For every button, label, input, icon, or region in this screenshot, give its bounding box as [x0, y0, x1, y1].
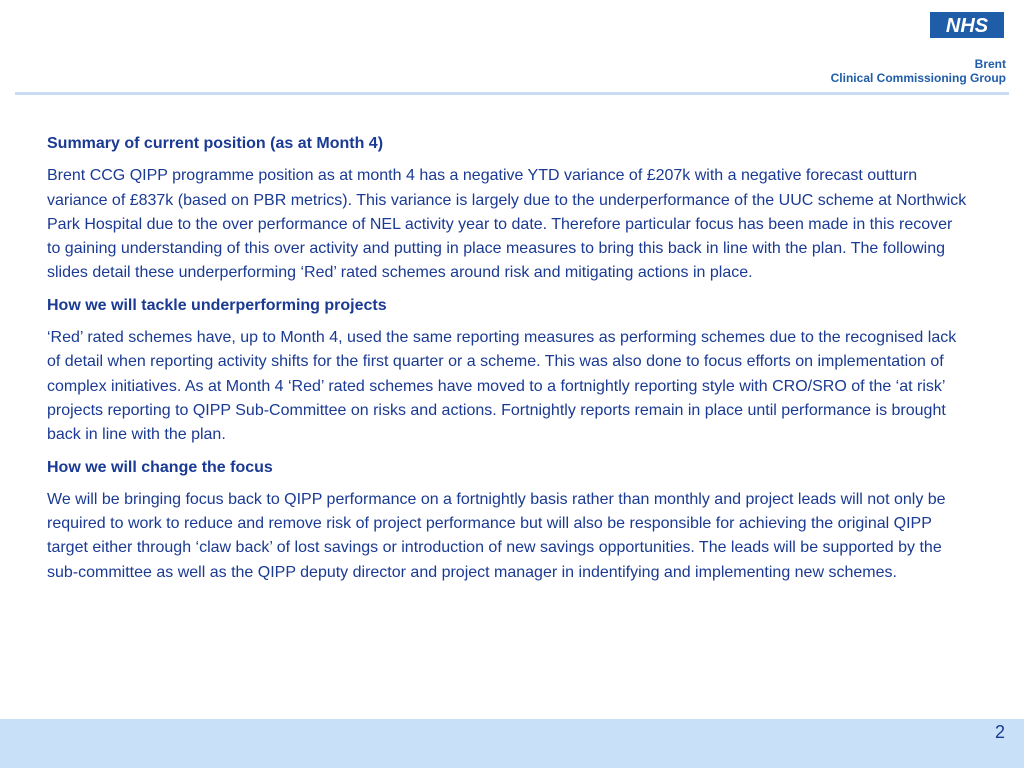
section-body-tackle: ‘Red’ rated schemes have, up to Month 4, used the same reporting measures as performing schemes due to the recognised lack of detail when reporting activity shifts for the first quarter or a scheme. This was also done to focus efforts on implementation of complex initiatives. As at Month 4 ‘Red’ rated schemes have moved to a fortnightly reporting style with CRO/SRO of the ‘at risk’ projects reporting to QIPP Sub-Committee on risks and actions. Fortnightly reports remain in place until performance is brought back in line with the plan.: [47, 329, 957, 444]
org-name-brent: Brent: [974, 57, 1006, 71]
section-body-change-focus: We will be bringing focus back to QIPP performance on a fortnightly basis rather than monthly and project leads will not only be required to work to reduce and remove risk of project performance but will also be responsible for achieving the original QIPP target either through ‘claw back’ of lost savings or introduction of new savings opportunities. The leads will be supported by the sub-committee as well as the QIPP deputy director and project manager in indentifying and implementing new schemes.: [47, 490, 946, 581]
footer-bar: [0, 719, 1024, 768]
org-name-ccg: Clinical Commissioning Group: [830, 71, 1006, 85]
section-body-summary: Brent CCG QIPP programme position as at month 4 has a negative YTD variance of £207k with a negative forecast outturn variance of £837k (based on PBR metrics). This variance is largely due to the underperformance of the UUC scheme at Northwick Park Hospital due to the over performance of NEL activity year to date. Therefore particular focus has been made in this recover to gaining understanding of this over activity and putting in place measures to bring this back in line with the plan. The following slides detail these underperforming ‘Red’ rated schemes around risk and mitigating actions in place.: [47, 167, 967, 282]
section-heading-summary: Summary of current position (as at Month 4): [47, 135, 384, 152]
nhs-logo: [930, 12, 1004, 38]
page-number: 2: [994, 722, 1005, 742]
section-heading-tackle: How we will tackle underperforming projects: [47, 296, 387, 314]
nhs-logo-text: NHS: [945, 15, 989, 37]
slide-content: [47, 132, 967, 593]
section-heading-change-focus: How we will change the focus: [47, 458, 273, 476]
header-divider: [15, 92, 1009, 95]
